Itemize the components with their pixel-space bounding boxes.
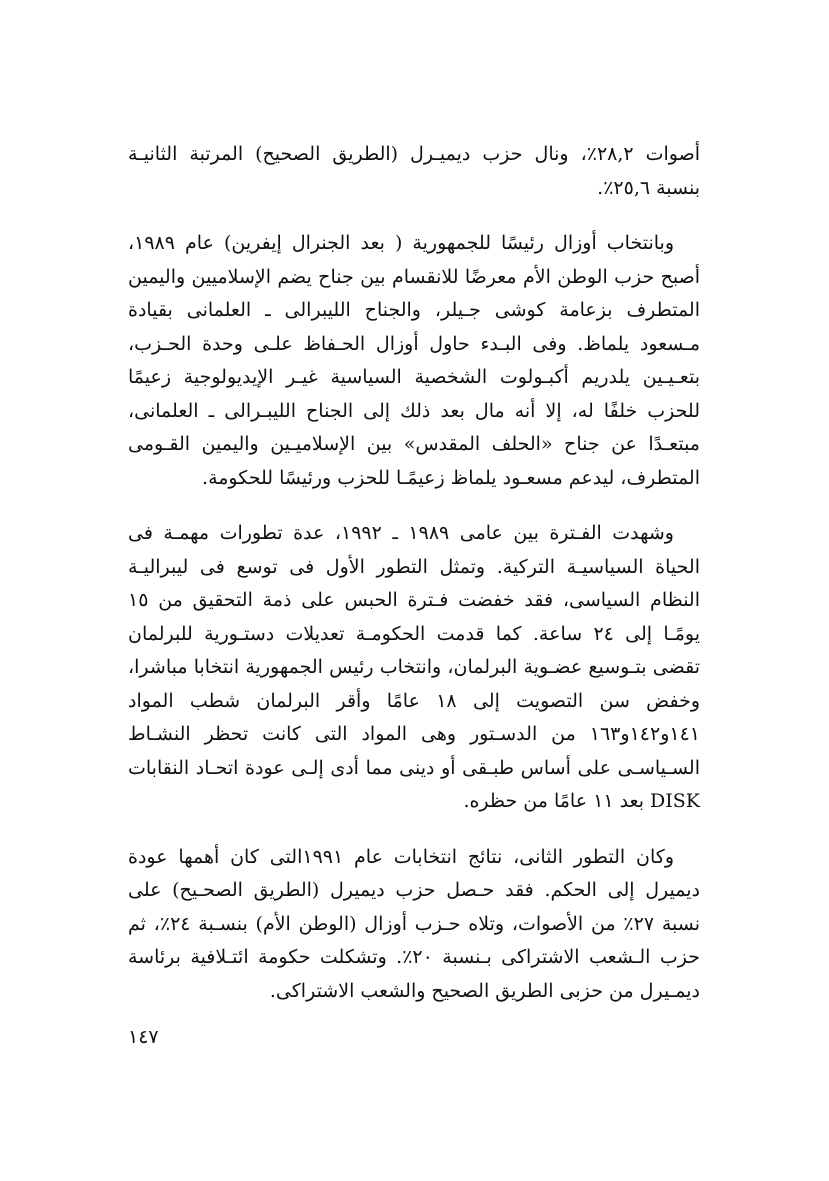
paragraph: وشهدت الفـترة بين عامى ١٩٨٩ ـ ١٩٩٢، عدة تطورات مهمـة فى الحياة السياسيـة التركية. وتمثل التطور الأول فى توسع فى ليبراليـة النظام السياسى، فقد خفضت فـترة الحبس على ذمة التحقيق من ١٥ يومًـا إلى ٢٤ ساعة. كما قدمت الحكومـة تعديلات دستـورية للبرلمان تقضى بتـوسيع عضـوية البرلمان، وانتخاب رئيس الجمهورية انتخابا مباشرا، وخفض سن التصويت إلى ١٨ عامًا وأقر البرلمان شطب المواد ١٤١و١٤٢و١٦٣ من الدسـتور وهى المواد التى كانت تحظر النشـاط السـياسـى على أساس طبـقى أو دينى مما أدى إلـى عودة اتحـاد النقابات DISK بعد ١١ عامًا من حظره. [128,522,700,812]
paragraph: أصوات ٢٨,٢٪، ونال حزب ديميـرل (الطريق الصحيح) المرتبة الثانيـة بنسبة ٢٥,٦٪. [128,143,700,199]
body-text [128,138,700,1030]
paragraph: وبانتخاب أوزال رئيسًا للجمهورية ( بعد الجنرال إيفرين) عام ١٩٨٩، أصبح حزب الوطن الأم معرضًا للانقسام بين جناح يضم الإسلاميين واليمين المتطرف بزعامة كوشى جـيلر، والجناح الليبرالى ـ العلمانى بقيادة مـسعود يلماظ. وفى البـدء حاول أوزال الحـفاظ علـى وحدة الحـزب، بتعـيـين يلدريم أكبـولوت الشخصية السياسية غيـر الإيديولوجية زعيمًا للحزب خلفًا له، إلا أنه مال بعد ذلك إلى الجناح الليبـرالى ـ العلمانى، مبتعـدًا عن جناح «الحلف المقدس» بين الإسلاميـين واليمين القـومى المتطرف، ليدعم مسعـود يلماظ زعيمًـا للحزب ورئيسًا للحكومة. [128,232,700,489]
page-number: ١٤٧ [128,1026,159,1048]
paragraph: وكان التطور الثانى، نتائج انتخابات عام ١٩٩١التى كان أهمها عودة ديميرل إلى الحكم. فقد حـصل حزب ديميرل (الطريق الصحـيح) على نسبة ٢٧٪ من الأصوات، وتلاه حـزب أوزال (الوطن الأم) بنسـبة ٢٤٪، ثم حزب الـشعب الاشتراكى بـنسبة ٢٠٪. وتشكلت حكومة ائتـلافية برئاسة ديمـيرل من حزبى الطريق الصحيح والشعب الاشتراكى. [128,845,701,1002]
